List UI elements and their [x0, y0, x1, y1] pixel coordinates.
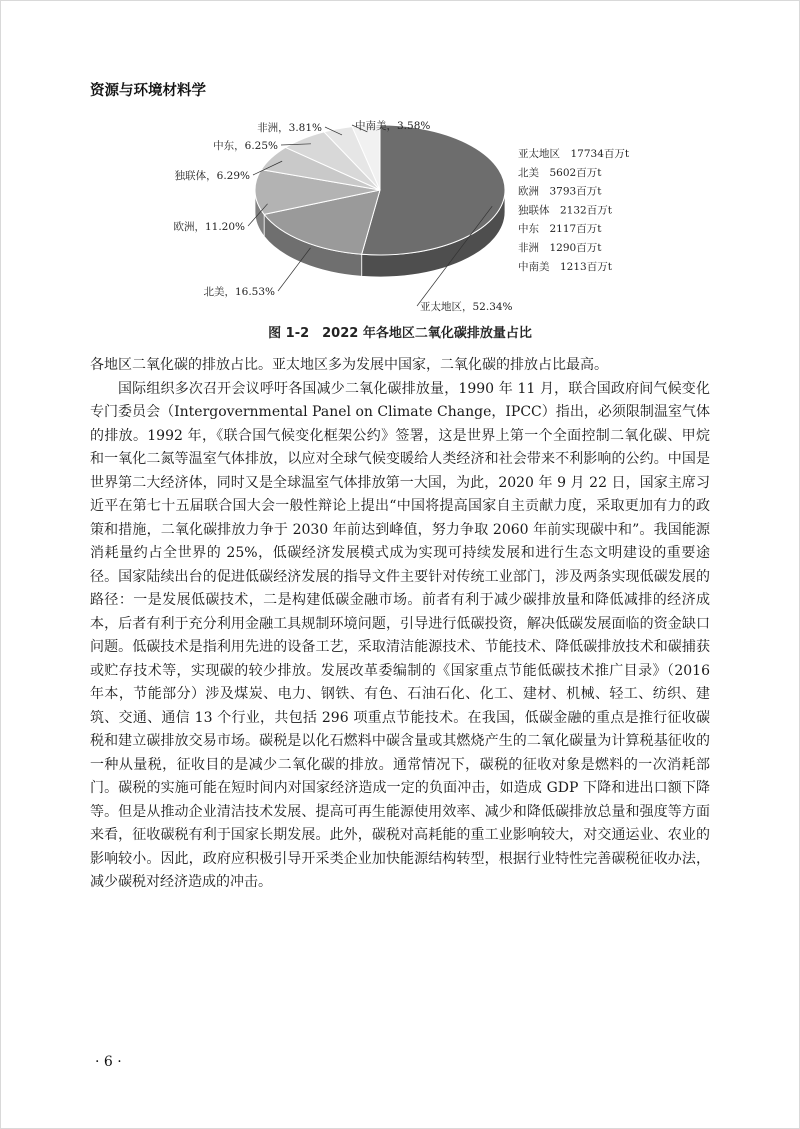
pie-chart: [0, 105, 800, 320]
slice-label-4: 中东，6.25%: [213, 140, 278, 152]
legend-item-6: 中南美 1213百万t: [518, 260, 612, 273]
legend-item-2: 欧洲 3793百万t: [518, 185, 602, 198]
body-text: [90, 354, 710, 895]
paragraph: 国际组织多次召开会议呼吁各国减少二氧化碳排放量，1990 年 11 月，联合国政府间气候变化专门委员会（Intergovernmental Panel on Climate Change，IPCC）指出，必须限制温室气体的排放。1992 年，《联合国气候变化框架公约》签署，这是世界上第一个全面控制二氧化碳、甲烷和一氧化二氮等温室气体排放，以应对全球气候变暖给人类经济和社会带来不利影响的公约。中国是世界第二大经济体，同时又是全球温室气体排放第一大国，为此，2020 年 9 月 22 日，国家主席习近平在第七十五届联合国大会一般性辩论上提出“中国将提高国家自主贡献力度，采取更加有力的政策和措施，二氧化碳排放力争于 2030 年前达到峰值，努力争取 2060 年前实现碳中和”。我国能源消耗量约占全世界的 25%，低碳经济发展模式成为实现可持续发展和进行生态文明建设的重要途径。国家陆续出台的促进低碳经济发展的指导文件主要针对传统工业部门，涉及两条实现低碳发展的路径：一是发展低碳技术，二是构建低碳金融市场。前者有利于减少碳排放量和降低减排的经济成本，后者有利于充分利用金融工具规制环境问题，引导进行低碳投资，解决低碳发展面临的资金缺口问题。低碳技术是指利用先进的设备工艺，采取清洁能源技术、节能技术、降低碳排放技术和碳捕获或贮存技术等，实现碳的较少排放。发展改革委编制的《国家重点节能低碳技术推广目录》（2016 年本，节能部分）涉及煤炭、电力、钢铁、有色、石油石化、化工、建材、机械、轻工、纺织、建筑、交通、通信 13 个行业，共包括 296 项重点节能技术。在我国，低碳金融的重点是推行征收碳税和建立碳排放交易市场。碳税是以化石燃料中碳含量或其燃烧产生的二氧化碳量为计算税基征收的一种从量税，征收目的是减少二氧化碳的排放。通常情况下，碳税的征收对象是燃料的一次消耗部门。碳税的实施可能在短时间内对国家经济造成一定的负面冲击，如造成 GDP 下降和进出口额下降等。但是从推动企业清洁技术发展、提高可再生能源使用效率、减少和降低碳排放总量和强度等方面来看，征收碳税有利于国家长期发展。此外，碳税对高耗能的重工业影响较大，对交通运业、农业的影响较小。因此，政府应积极引导开采类企业加快能源结构转型，根据行业特性完善碳税征收办法，减少碳税对经济造成的冲击。: [90, 380, 710, 890]
running-header: 资源与环境材料学: [90, 83, 206, 99]
paragraph-continued: 各地区二氧化碳的排放占比。亚太地区多为发展中国家，二氧化碳的排放占比最高。: [90, 357, 608, 373]
legend-item-1: 北美 5602百万t: [518, 166, 602, 179]
figure-caption: 图 1-2 2022 年各地区二氧化碳排放量占比: [268, 326, 532, 341]
legend-item-0: 亚太地区 17734百万t: [518, 148, 630, 160]
legend-item-3: 独联体 2132百万t: [518, 204, 612, 217]
legend-item-5: 非洲 1290百万t: [518, 242, 602, 254]
slice-label-5: 非洲，3.81%: [257, 122, 322, 134]
slice-label-6: 中南美，3.58%: [355, 120, 431, 132]
page-number: · 6 ·: [95, 1054, 122, 1070]
slice-label-1: 北美，16.53%: [203, 286, 275, 298]
slice-label-2: 欧洲，11.20%: [173, 221, 245, 233]
legend-item-4: 中东 2117百万t: [518, 223, 602, 236]
slice-label-0: 亚太地区，52.34%: [420, 301, 513, 313]
pie-legend: [518, 147, 630, 273]
slice-label-3: 独联体，6.29%: [174, 170, 250, 182]
